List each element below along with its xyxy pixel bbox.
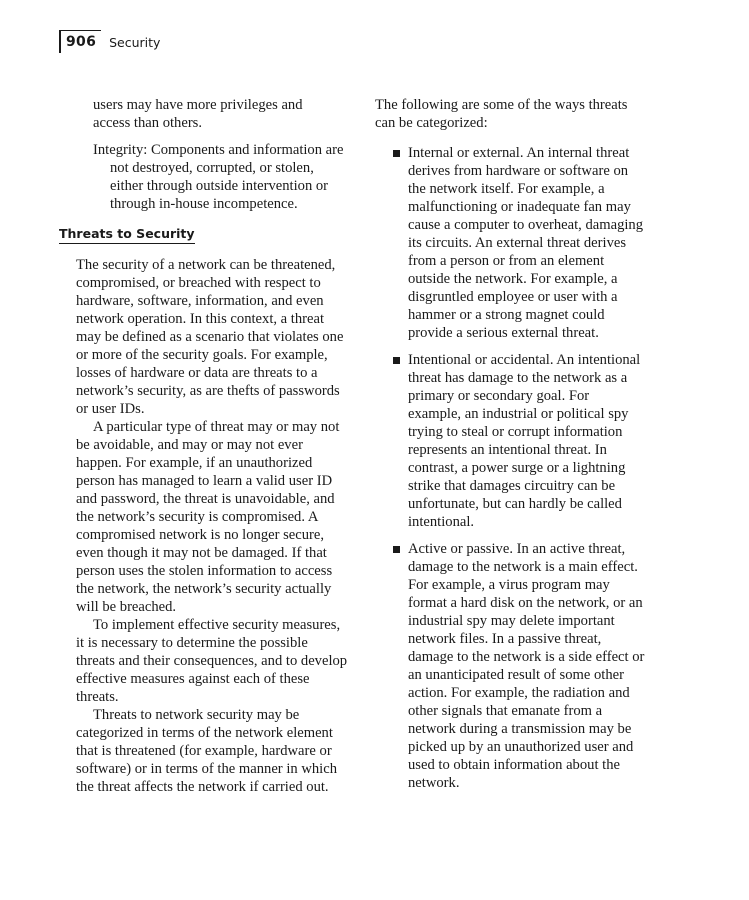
list-item: [375, 351, 645, 531]
list-item-text: Internal or external. An internal threat derives from hardware or software on the network itself. For example, a malfunctioning or inadequate fan may cause a computer to overheat, damaging its circuits. An external threat derives from a person or from an element outside the network. For example, a disgruntled employee or user with a hammer or a strong magnet could provide a serious external threat.: [408, 145, 644, 341]
section-heading: Threats to Security: [59, 226, 195, 244]
continued-text-line-1: users may have more privileges and: [93, 97, 303, 113]
left-column-body: [76, 256, 348, 796]
body-paragraph-4: Threats to network security may be categorized in terms of the network element that is threatened (for example, hardware or software) or in terms of the manner in which the threat affects the network if carried out.: [76, 707, 337, 795]
list-item: [375, 540, 645, 792]
square-bullet-icon: [393, 357, 400, 364]
right-column: [375, 96, 645, 792]
threat-category-list: [375, 144, 645, 792]
left-column-top: [76, 96, 346, 213]
running-head-title: Security: [109, 34, 161, 50]
list-item: [375, 144, 645, 342]
page-number: 906: [66, 34, 97, 50]
list-item-text: Active or passive. In an active threat, damage to the network is a main effect. For example, a virus program may format a hard disk on the network, or an industrial spy may delete important network files. In a passive threat, damage to the network is a side effect or an unanticipated result of some other action. For example, the radiation and other signals that emanate from a network during a transmission may be picked up by an unauthorized user and used to obtain information about the network.: [408, 541, 645, 791]
header-rule: [59, 30, 101, 53]
body-paragraph-3: To implement effective security measures, it is necessary to determine the possible threats and their consequences, and to develop effective measures against each of these threats.: [76, 617, 348, 705]
integrity-term: Integrity:: [93, 142, 148, 158]
body-paragraph-1: The security of a network can be threatened, compromised, or breached with respect to hardware, software, information, and even network operation. In this context, a threat may be defined as a scenario that violates one or more of the security goals. For example, losses of hardware or data are threats to a network’s security, as are thefts of passwords or user IDs.: [76, 257, 344, 417]
integrity-entry: [93, 141, 346, 213]
square-bullet-icon: [393, 150, 400, 157]
body-paragraph-2: A particular type of threat may or may not be avoidable, and may or may not ever happen. For example, if an unauthorized person has managed to learn a valid user ID and password, the threat is unavoidable, and the network’s security is compromised. A compromised network is no longer secure, even though it may not be damaged. If that person uses the stolen information to access the network, the network’s security actually will be breached.: [76, 419, 340, 615]
integrity-definition: Components and information are not destroyed, corrupted, or stolen, either through outside intervention or through in-house incompetence.: [110, 142, 344, 212]
bullets-intro: The following are some of the ways threats can be categorized:: [375, 97, 628, 131]
list-item-text: Intentional or accidental. An intentional threat has damage to the network as a primary or secondary goal. For example, an industrial or political spy trying to steal or corrupt information represents an intentional threat. In contrast, a power surge or a lightning strike that damages circuitry can be unfortunate, but can hardly be called intentional.: [408, 352, 641, 530]
running-header: [59, 30, 160, 50]
continued-text-line-2: access than others.: [93, 115, 203, 131]
square-bullet-icon: [393, 546, 400, 553]
